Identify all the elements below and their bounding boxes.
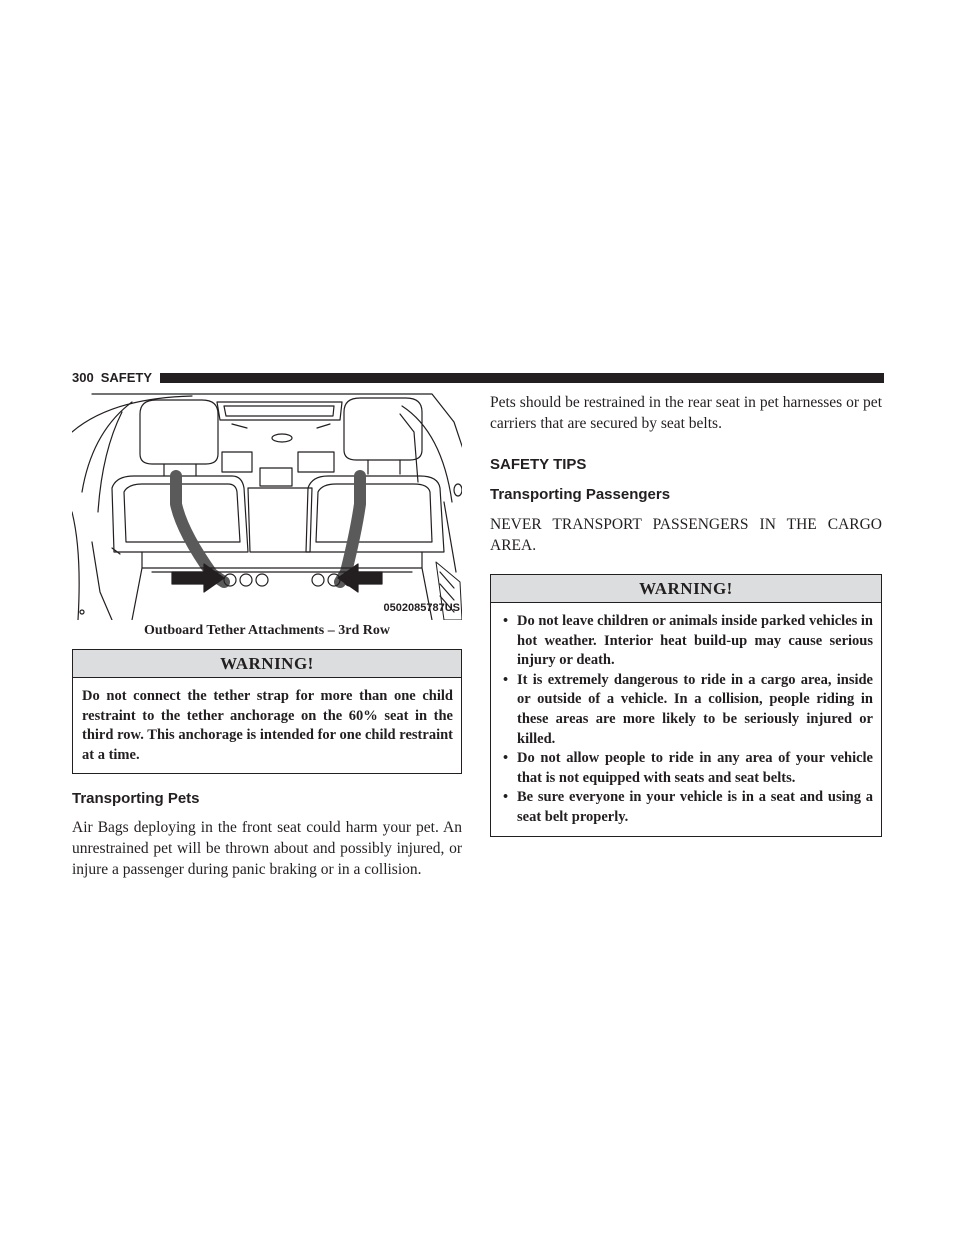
left-column bbox=[72, 392, 462, 880]
warning-item: • Do not allow people to ride in any area of your vehicle that is not equipped with seats and seat belts. bbox=[500, 749, 873, 788]
warning-body bbox=[491, 603, 881, 836]
header-rule bbox=[160, 373, 884, 383]
page-header bbox=[72, 370, 884, 386]
seat-illustration bbox=[72, 392, 462, 620]
warning-box-tether bbox=[72, 649, 462, 774]
warning-title: WARNING! bbox=[491, 575, 881, 603]
warning-item: • It is extremely dangerous to ride in a cargo area, inside or outside of a vehicle. In a collision, people riding in these areas are more likely to be seriously injured or killed. bbox=[500, 671, 873, 749]
warning-title: WARNING! bbox=[73, 650, 461, 678]
heading-transporting-passengers: Transporting Passengers bbox=[490, 486, 671, 503]
heading-safety-tips: SAFETY TIPS bbox=[490, 456, 587, 473]
figure-code: 0502085787US bbox=[383, 602, 460, 614]
figure-caption: Outboard Tether Attachments – 3rd Row bbox=[144, 623, 390, 638]
section-title: SAFETY bbox=[100, 370, 152, 385]
page-number: 300 bbox=[72, 370, 94, 385]
pets-paragraph: Air Bags deploying in the front seat could harm your pet. An unrestrained pet will be thrown about and possibly injured, or injure a passenger during panic braking or in a collision. bbox=[72, 819, 462, 879]
cargo-area-paragraph: NEVER TRANSPORT PASSENGERS IN THE CARGO AREA. bbox=[490, 516, 882, 554]
warning-box-passengers bbox=[490, 574, 882, 837]
heading-transporting-pets: Transporting Pets bbox=[72, 790, 200, 808]
pets-restraint-paragraph: Pets should be restrained in the rear seat in pet harnesses or pet carriers that are secured by seat belts. bbox=[490, 394, 882, 432]
warning-item: • Be sure everyone in your vehicle is in a seat and using a seat belt properly. bbox=[500, 788, 873, 827]
warning-item: • Do not leave children or animals inside parked vehicles in hot weather. Interior heat build-up may cause serious injury or death. bbox=[500, 612, 873, 671]
right-column bbox=[490, 392, 882, 837]
warning-list bbox=[500, 612, 873, 828]
tether-illustration bbox=[72, 392, 462, 620]
warning-text: Do not connect the tether strap for more than one child restraint to the tether anchorage on the 60% seat in the third row. This anchorage is intended for one child restraint at a time. bbox=[82, 688, 453, 763]
